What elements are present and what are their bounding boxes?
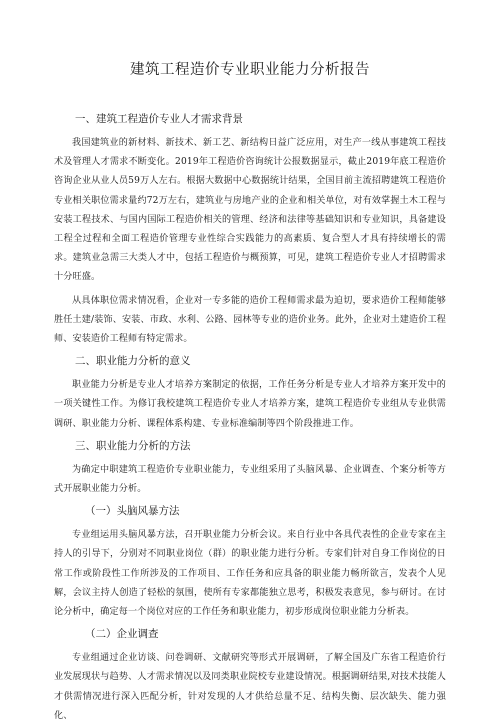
subsection-heading-brainstorm: （一）头脑风暴方法 [85,505,180,518]
section-heading-1: 一、建筑工程造价专业人才需求背景 [75,113,243,125]
paragraph-brainstorm: 专业组运用头脑风暴方法，召开职业能力分析会议。来自行业中各具代表性的企业专家在主持人的引导下，分别对不同职业岗位（群）的职业能力进行分析。专家们针对自身工作岗位的日常工作或阶段性工作所涉及的工作项目、工作任务和应具备的职业能力畅所欲言，发表个人见解，会议主持人创造了轻松的氛围，使所有专家都能独立思考，积极发表意见，参与研讨。在讨论分析中，确定每一个岗位对应的工作任务和职业能力，初步形成岗位职业能力分析表。 [54,530,446,618]
subsection-heading-survey: （二）企业调查 [85,628,159,641]
paragraph-survey: 专业组通过企业访谈、问卷调研、文献研究等形式开展调研，了解全国及广东省工程造价行业发展现状与趋势、人才需求情况以及同类职业院校专业建设情况。根据调研结果,对技术技能人才供需情况进行深入匹配分析，针对发现的人才供给总量不足、结构失衡、层次缺失、能力强化、 [54,653,446,721]
paragraph-methods-intro: 为确定中职建筑工程造价专业职业能力，专业组采用了头脑风暴、企业调查、个案分析等方式开展职业能力分析。 [54,464,446,495]
paragraph-position-demand: 从具体职位需求情况看，企业对一专多能的造价工程师需求最为迫切，要求造价工程师能够胜任土建/装饰、安装、市政、水利、公路、园林等专业的造价业务。此外，企业对土建造价工程师、安装造价工程师有特定需求。 [54,295,446,345]
section-heading-2: 二、职业能力分析的意义 [75,355,191,368]
page-title: 建筑工程造价专业职业能力分析报告 [130,62,370,78]
section-heading-3: 三、职业能力分析的方法 [75,439,191,452]
paragraph-significance: 职业能力分析是专业人才培养方案制定的依据，工作任务分析是专业人才培养方案开发中的一项关键性工作。为修订我校建筑工程造价专业人才培养方案，建筑工程造价专业组从专业供需调研、职业能力分析、课程体系构建、专业标准编制等四个阶段推进工作。 [54,380,446,429]
paragraph-demand-background: 我国建筑业的新材料、新技术、新工艺、新结构日益广泛应用，对生产一线从事建筑工程技术及管理人才需求不断变化。2019年工程造价咨询统计公报数据显示，截止2019年底工程造价咨询企业从业人员59万人左右。根据大数据中心数据统计结果，全国目前主流招聘建筑工程造价专业相关职位需求量约72万左右，建筑业与房地产业的企业和相关单位，对有效掌握土木工程与安装工程技术、与国内国际工程造价相关的管理、经济和法律等基础知识和专业知识，具备建设工程全过程和全面工程造价管理专业性综合实践能力的高素质、复合型人才具有持续增长的需求。建筑业急需三大类人才中，包括工程造价与概预算，可见，建筑工程造价专业人才招聘需求十分旺盛。 [54,138,446,283]
